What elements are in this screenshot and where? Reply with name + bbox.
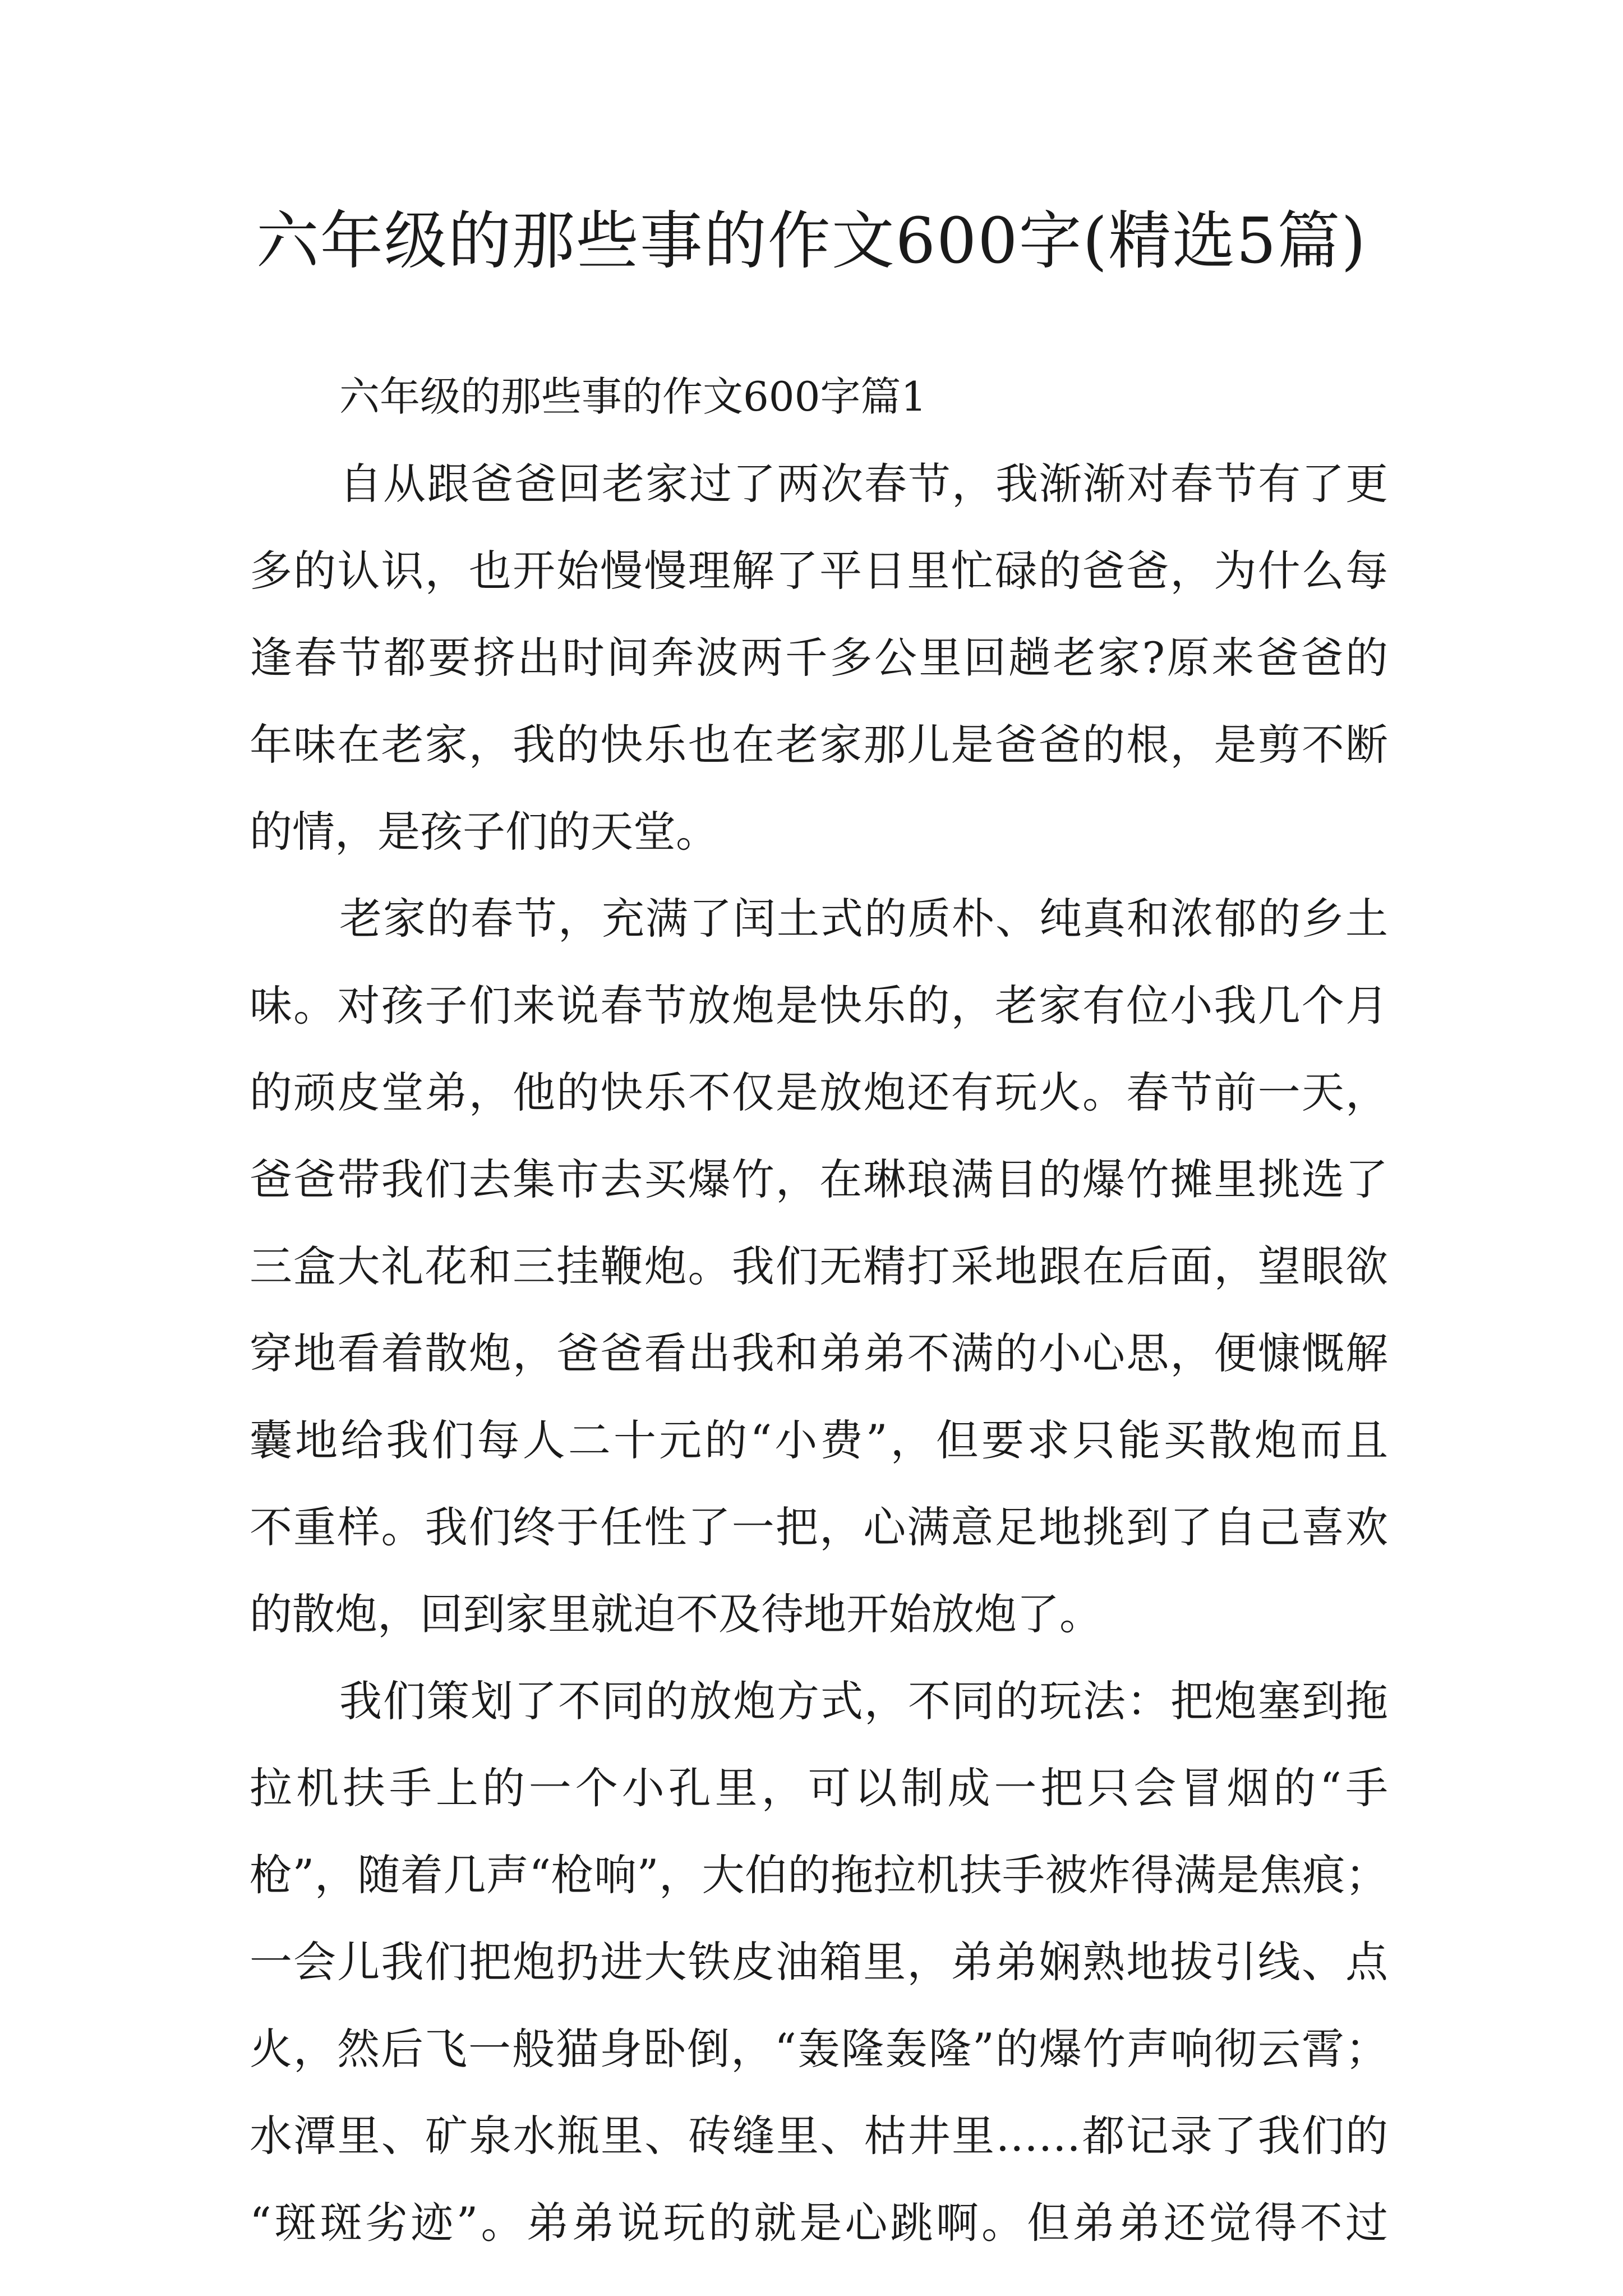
text-line: 穿地看着散炮，爸爸看出我和弟弟不满的小心思，便慷慨解 (250, 1328, 1388, 1378)
text-line: 的散炮，回到家里就迫不及待地开始放炮了。 (250, 1589, 1102, 1639)
text-line: 火，然后飞一般猫身卧倒，“轰隆轰隆”的爆竹声响彻云霄； (250, 2024, 1388, 2074)
section-heading: 六年级的那些事的作文600字篇1 (339, 373, 927, 420)
text-line: 我们策划了不同的放炮方式，不同的玩法：把炮塞到拖 (339, 1676, 1388, 1726)
text-line: 自从跟爸爸回老家过了两次春节，我渐渐对春节有了更 (339, 459, 1388, 509)
text-line: 的情，是孩子们的天堂。 (250, 807, 718, 857)
text-line: 拉机扶手上的一个小孔里，可以制成一把只会冒烟的“手 (250, 1763, 1388, 1813)
text-line: 一会儿我们把炮扔进大铁皮油箱里，弟弟娴熟地拔引线、点 (250, 1937, 1388, 1987)
text-line: 老家的春节，充满了闰土式的质朴、纯真和浓郁的乡土 (339, 894, 1388, 944)
text-line: “斑斑劣迹”。弟弟说玩的就是心跳啊。但弟弟还觉得不过 (250, 2198, 1388, 2248)
text-line: 爸爸带我们去集市去买爆竹，在琳琅满目的爆竹摊里挑选了 (250, 1154, 1388, 1204)
text-line: 味。对孩子们来说春节放炮是快乐的，老家有位小我几个月 (250, 981, 1388, 1030)
text-line: 囊地给我们每人二十元的“小费”，但要求只能买散炮而且 (250, 1415, 1388, 1465)
text-line: 逢春节都要挤出时间奔波两千多公里回趟老家?原来爸爸的 (250, 633, 1388, 683)
document-title: 六年级的那些事的作文600字(精选5篇) (256, 205, 1367, 278)
text-line: 三盒大礼花和三挂鞭炮。我们无精打采地跟在后面，望眼欲 (250, 1241, 1388, 1291)
paragraph (250, 875, 1388, 1658)
paragraph (250, 440, 1388, 875)
text-line: 枪”，随着几声“枪响”，大伯的拖拉机扶手被炸得满是焦痕； (250, 1850, 1388, 1900)
text-line: 年味在老家，我的快乐也在老家那儿是爸爸的根，是剪不断 (250, 720, 1388, 770)
text-line: 不重样。我们终于任性了一把，心满意足地挑到了自己喜欢 (250, 1502, 1388, 1552)
paragraph (250, 1658, 1388, 2266)
text-line: 的顽皮堂弟，他的快乐不仅是放炮还有玩火。春节前一天， (250, 1068, 1388, 1117)
text-line: 水潭里、矿泉水瓶里、砖缝里、枯井里……都记录了我们的 (250, 2111, 1388, 2161)
document-body (250, 353, 1388, 2266)
text-line: 多的认识，也开始慢慢理解了平日里忙碌的爸爸，为什么每 (250, 546, 1388, 596)
